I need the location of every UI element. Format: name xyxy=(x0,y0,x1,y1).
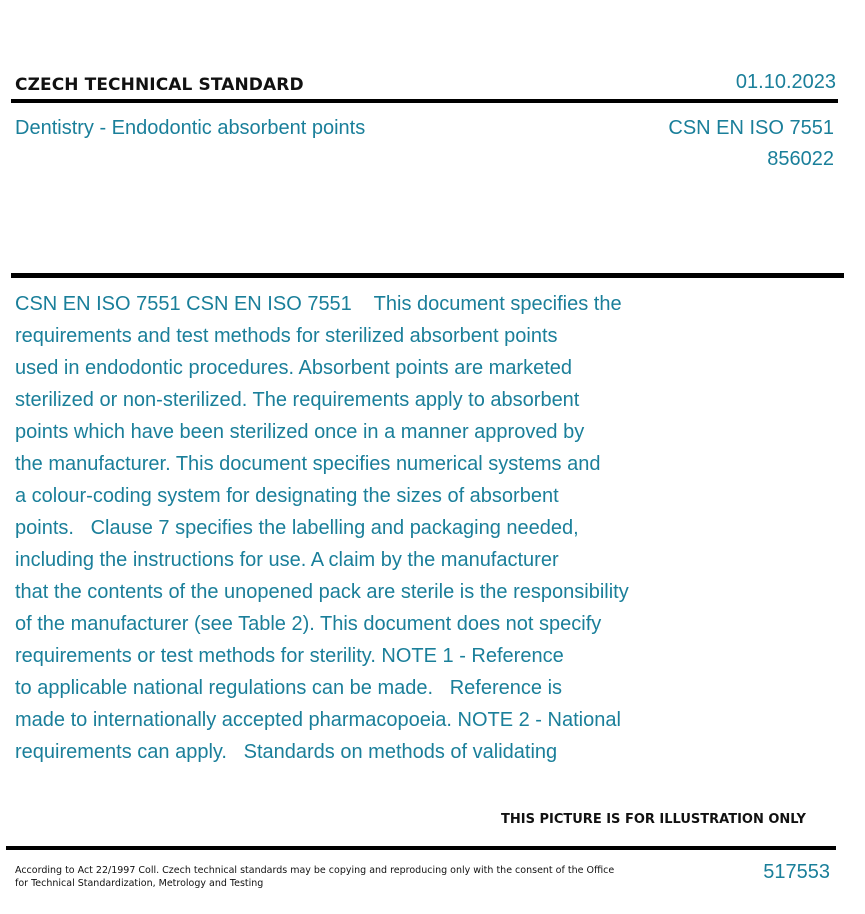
abstract-line: that the contents of the unopened pack are sterile is the responsibility xyxy=(15,581,629,603)
abstract-line: points. Clause 7 specifies the labelling and packaging needed, xyxy=(15,517,579,539)
legal-notice-line: for Technical Standardization, Metrology and Testing xyxy=(15,878,264,889)
abstract-line: requirements or test methods for sterility. NOTE 1 - Reference xyxy=(15,645,564,667)
publication-date: 01.10.2023 xyxy=(735,71,836,93)
standard-code: CSN EN ISO 7551 xyxy=(668,117,834,139)
document-title: Dentistry - Endodontic absorbent points xyxy=(15,117,366,139)
illustration-notice: THIS PICTURE IS FOR ILLUSTRATION ONLY xyxy=(501,812,806,827)
abstract-line: including the instructions for use. A claim by the manufacturer xyxy=(15,549,559,571)
abstract-line: used in endodontic procedures. Absorbent points are marketed xyxy=(15,357,573,379)
document-id: 517553 xyxy=(763,861,830,883)
abstract-line: made to internationally accepted pharmacopoeia. NOTE 2 - National xyxy=(15,709,621,731)
abstract-line: to applicable national regulations can be made. Reference is xyxy=(15,677,563,699)
header-divider xyxy=(11,99,838,103)
abstract-text xyxy=(15,288,695,768)
abstract-line: a colour-coding system for designating the sizes of absorbent xyxy=(15,485,559,507)
legal-notice-line: According to Act 22/1997 Coll. Czech technical standards may be copying and reproducing only with the consent of the Office xyxy=(15,865,615,876)
classification-number: 856022 xyxy=(767,148,834,170)
abstract-line: CSN EN ISO 7551 CSN EN ISO 7551 This document specifies the xyxy=(15,293,622,315)
legal-notice xyxy=(15,864,615,890)
abstract-line: points which have been sterilized once in a manner approved by xyxy=(15,421,585,443)
abstract-line: the manufacturer. This document specifies numerical systems and xyxy=(15,453,601,475)
abstract-line: of the manufacturer (see Table 2). This document does not specify xyxy=(15,613,602,635)
standard-label: CZECH TECHNICAL STANDARD xyxy=(15,75,304,95)
footer-divider xyxy=(6,846,836,850)
section-divider xyxy=(11,273,844,278)
abstract-line: requirements and test methods for sterilized absorbent points xyxy=(15,325,558,347)
abstract-line: requirements can apply. Standards on methods of validating xyxy=(15,741,558,763)
abstract-line: sterilized or non-sterilized. The requirements apply to absorbent xyxy=(15,389,580,411)
